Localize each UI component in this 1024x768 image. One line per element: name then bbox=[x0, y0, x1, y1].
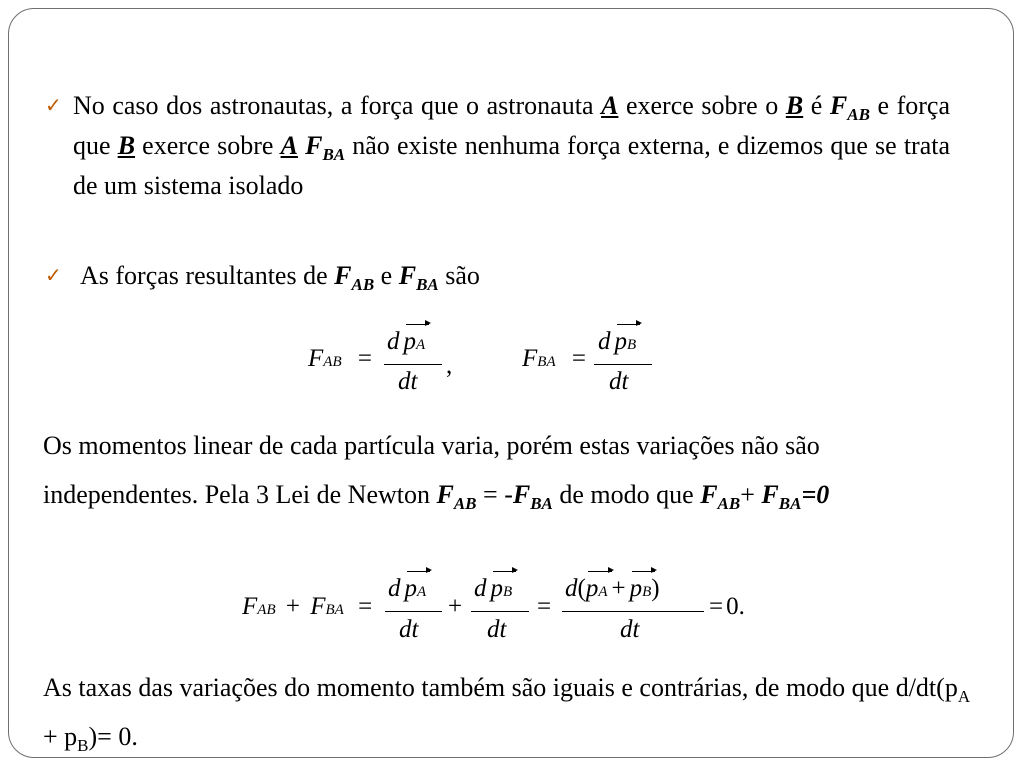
eq1-comma: , bbox=[446, 352, 453, 379]
eq3-frac-a-denominator: dt bbox=[399, 616, 419, 643]
eq3-frac-a-numerator: d pA bbox=[388, 575, 427, 602]
eq1-numerator: d pA bbox=[387, 328, 426, 355]
text-segment: A bbox=[957, 687, 971, 706]
text-segment: + bbox=[740, 480, 762, 509]
text-segment: As forças resultantes de bbox=[80, 261, 335, 290]
text-segment: )= 0. bbox=[88, 722, 138, 751]
eq2-lhs: FBA = bbox=[522, 345, 586, 372]
text-segment: e força que bbox=[73, 91, 951, 160]
text-segment: p bbox=[64, 722, 78, 751]
text-segment: = - bbox=[476, 480, 513, 509]
text-segment: F bbox=[436, 480, 454, 509]
eq3-plus: + bbox=[448, 593, 463, 620]
eq1-denominator: dt bbox=[398, 368, 418, 395]
text-segment: não existe nenhuma força externa, e dizemos que se trata de um sistema isolado bbox=[73, 131, 950, 200]
text-segment: F bbox=[398, 261, 417, 290]
text-segment: F bbox=[334, 261, 352, 290]
eq3-frac-c-denominator: dt bbox=[620, 616, 640, 643]
eq2-fraction-line bbox=[594, 364, 652, 365]
text-segment: B bbox=[77, 736, 89, 755]
text-segment: exerce sobre bbox=[135, 131, 281, 160]
check-icon: ✓ bbox=[45, 265, 62, 287]
check-icon: ✓ bbox=[45, 95, 62, 117]
text-segment: BA bbox=[416, 275, 439, 294]
text-segment: BA bbox=[530, 494, 553, 513]
text-segment: AB bbox=[453, 494, 477, 513]
text-segment: BA bbox=[778, 494, 802, 513]
eq3-result: = 0. bbox=[709, 593, 745, 620]
text-segment: de modo que bbox=[552, 480, 701, 509]
text-segment: B bbox=[785, 91, 804, 120]
text-segment: F bbox=[305, 131, 323, 160]
text-segment: B bbox=[117, 131, 136, 160]
text-segment: exerce sobre o bbox=[618, 91, 786, 120]
text-segment: AB bbox=[351, 275, 375, 294]
paragraph-newton-third-law bbox=[43, 421, 973, 519]
eq3-frac-b-numerator: d pB bbox=[474, 575, 513, 602]
text-segment: BA bbox=[322, 145, 346, 164]
bullet-2 bbox=[45, 256, 480, 296]
text-segment: + bbox=[43, 722, 65, 751]
text-segment: A bbox=[601, 91, 619, 120]
eq3-lhs: FAB + FBA = bbox=[242, 593, 373, 620]
bullet-1-text bbox=[73, 86, 950, 206]
eq3-equals: = bbox=[537, 593, 552, 620]
text-segment: F bbox=[512, 480, 531, 509]
eq1-fraction-line bbox=[384, 364, 442, 365]
eq3-frac-c-line bbox=[562, 611, 704, 612]
bullet-1 bbox=[45, 86, 950, 206]
eq1-lhs: FAB = bbox=[308, 345, 372, 372]
text-segment: No caso dos astronautas, a força que o astronauta bbox=[73, 91, 602, 120]
eq3-frac-a-line bbox=[385, 611, 442, 612]
text-segment: F bbox=[761, 480, 779, 509]
text-segment: Os momentos linear de cada partícula varia, porém estas variações não são independentes. Pela 3 Lei de Newton bbox=[43, 431, 820, 509]
text-segment: A bbox=[280, 131, 298, 160]
text-segment: =0 bbox=[801, 480, 830, 509]
text-segment: AB bbox=[847, 105, 870, 124]
text-segment: AB bbox=[717, 494, 741, 513]
text-segment: As taxas das variações do momento também são iguais e contrárias, de modo que d/dt( bbox=[43, 673, 945, 702]
paragraph-rates bbox=[43, 663, 973, 761]
text-segment: F bbox=[829, 91, 848, 120]
eq3-frac-b-denominator: dt bbox=[487, 616, 507, 643]
eq2-numerator: d pB bbox=[598, 328, 637, 355]
text-segment: e bbox=[374, 261, 399, 290]
text-segment: são bbox=[438, 261, 480, 290]
eq3-frac-b-line bbox=[471, 611, 529, 612]
text-segment: F bbox=[700, 480, 718, 509]
eq2-denominator: dt bbox=[609, 368, 629, 395]
text-segment: é bbox=[803, 91, 830, 120]
text-segment: p bbox=[944, 673, 958, 702]
eq3-frac-c-numerator: d(pA + pB) bbox=[565, 575, 660, 602]
bullet-2-text bbox=[80, 256, 480, 296]
